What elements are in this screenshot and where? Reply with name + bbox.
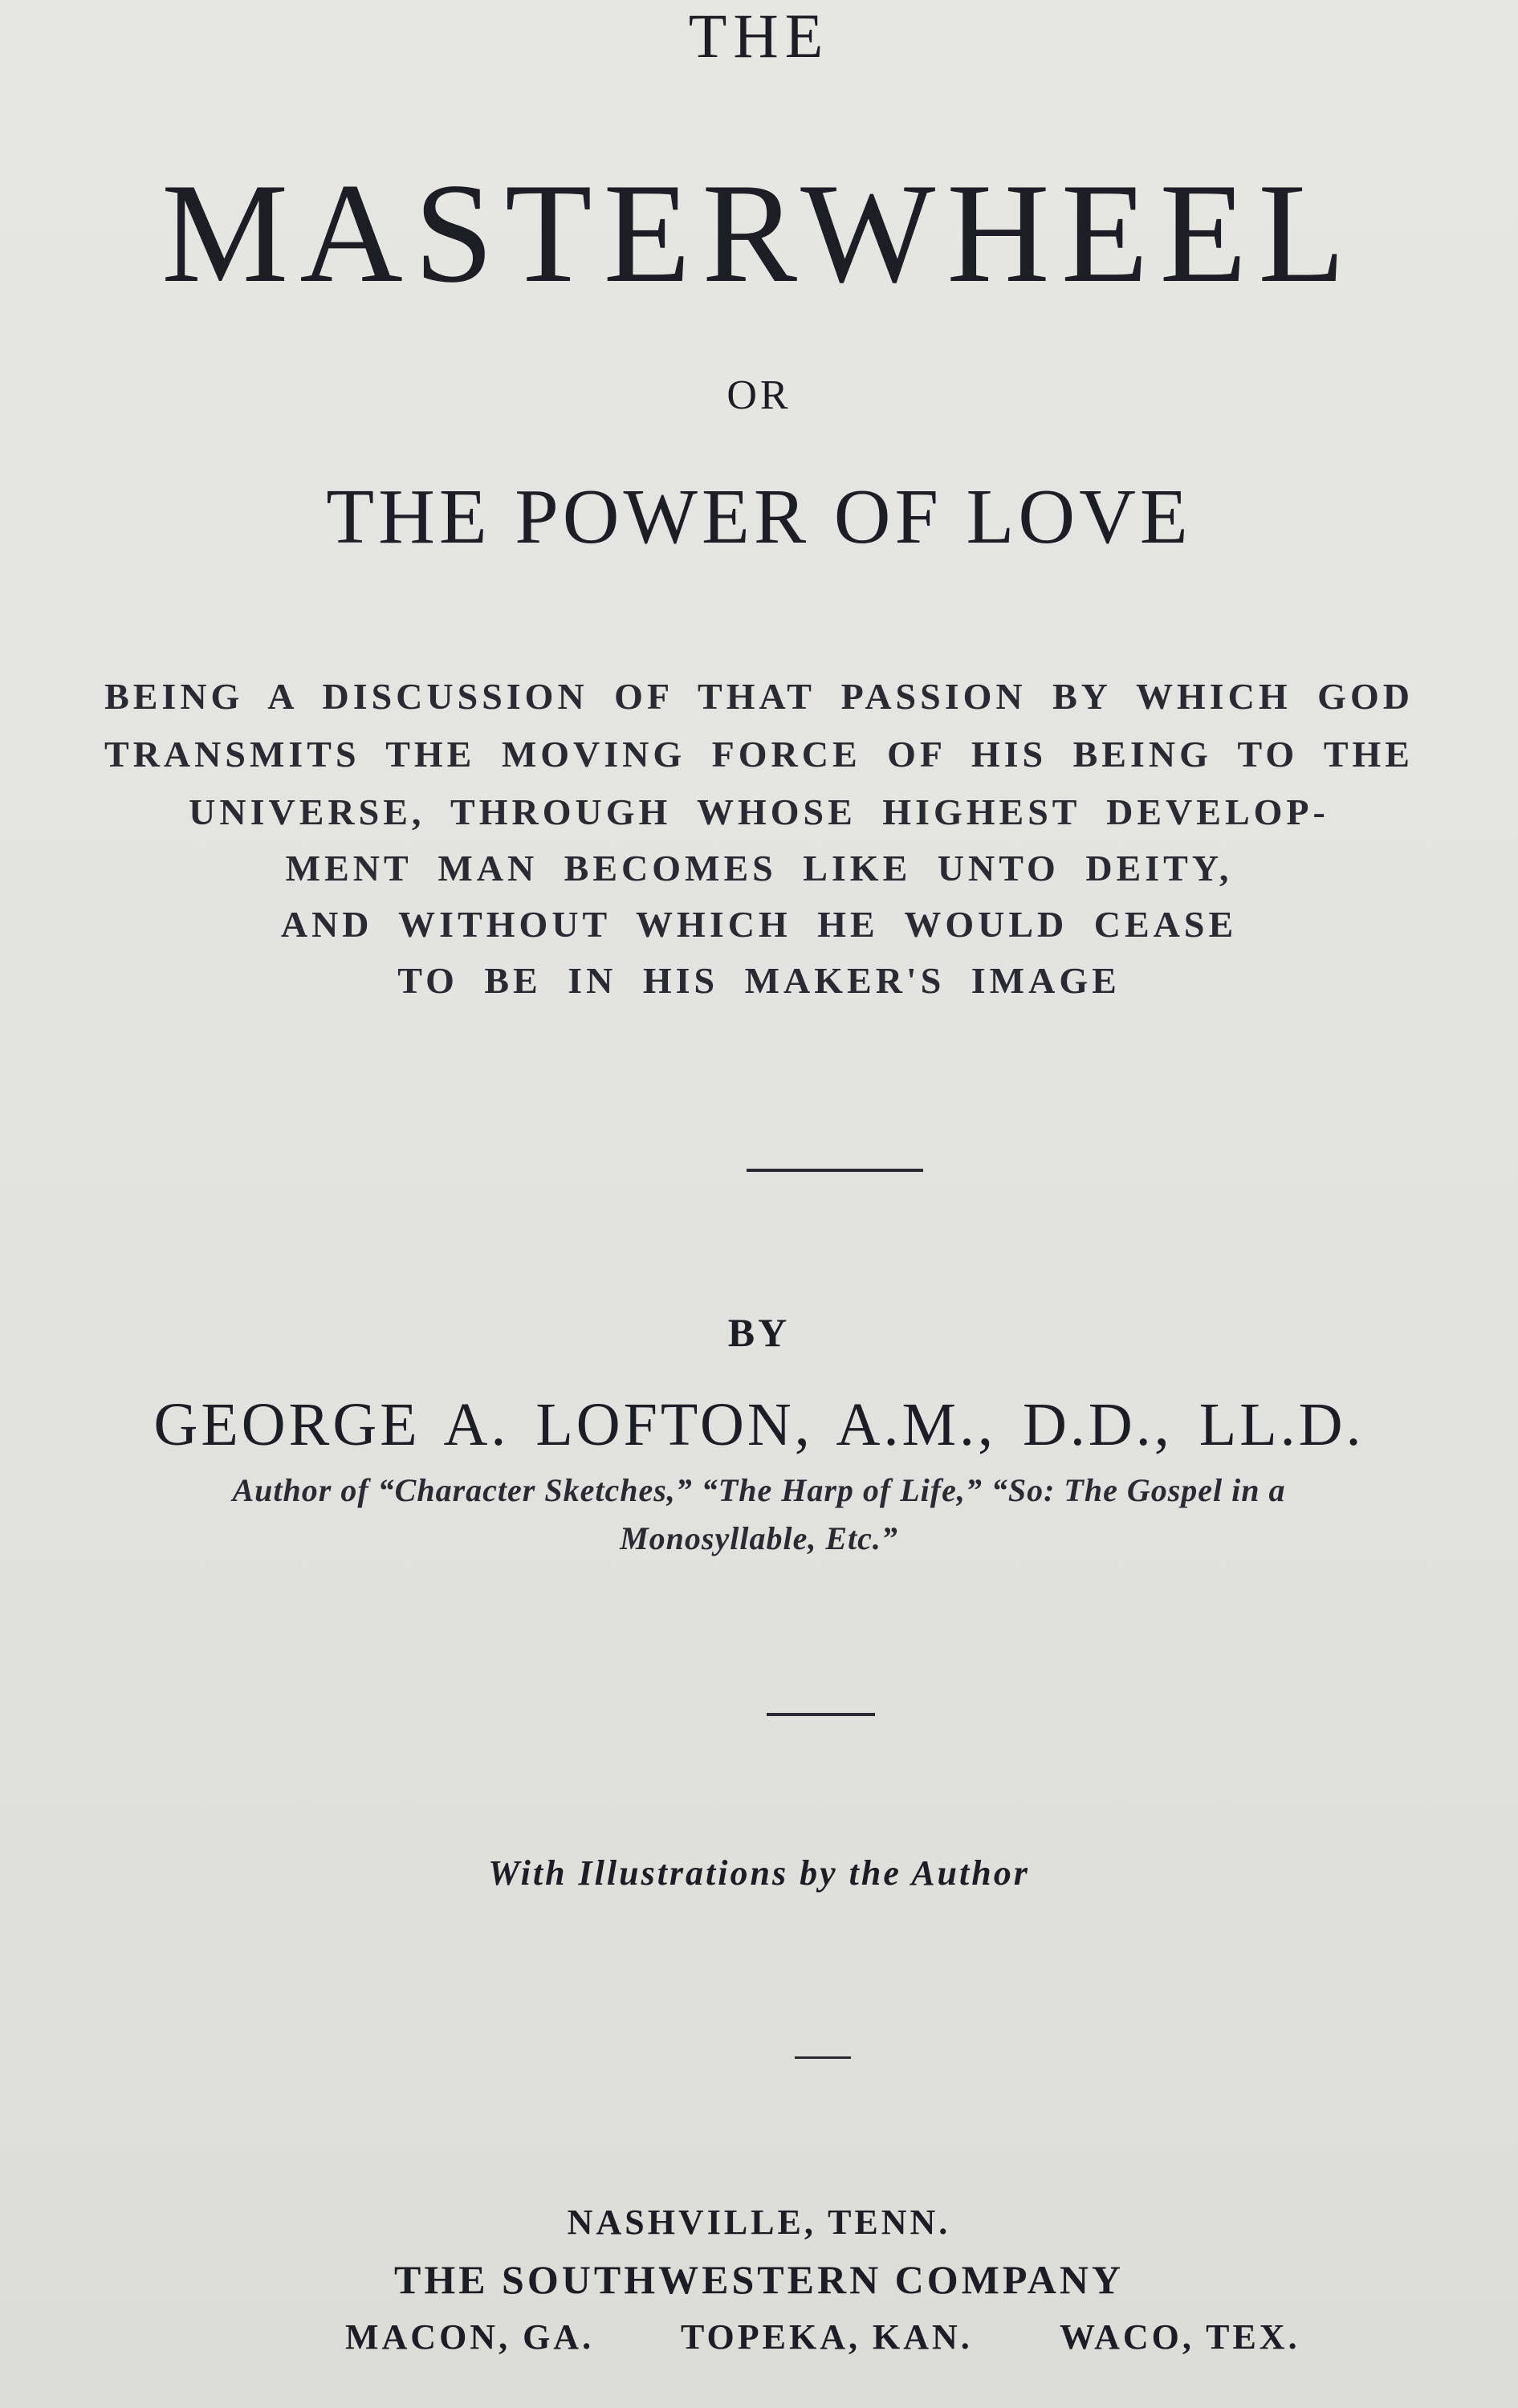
publisher-branches	[0, 2312, 1518, 2363]
description-line: AND WITHOUT WHICH HE WOULD CEASE	[280, 904, 1238, 945]
description-line: BEING A DISCUSSION OF THAT PASSION BY WHICH GOD	[104, 676, 1414, 717]
branch-city: MACON, GA.	[345, 2317, 595, 2357]
branch-city: TOPEKA, KAN.	[681, 2317, 973, 2357]
description-line: TRANSMITS THE MOVING FORCE OF HIS BEING TO THE	[104, 734, 1414, 775]
divider-rule	[795, 2056, 851, 2059]
publisher-city: NASHVILLE, TENN.	[567, 2203, 951, 2242]
description-line: MENT MAN BECOMES LIKE UNTO DEITY,	[285, 848, 1233, 889]
illustrations-note: With Illustrations by the Author	[488, 1853, 1030, 1893]
divider-rule	[767, 1713, 875, 1716]
book-title: MASTERWHEEL	[161, 153, 1357, 312]
description-line: UNIVERSE, THROUGH WHOSE HIGHEST DEVELOP-	[189, 791, 1329, 832]
other-works-line: Monosyllable, Etc.”	[620, 1520, 898, 1556]
byline-label: BY	[727, 1310, 791, 1355]
other-works-line: Author of “Character Sketches,” “The Harp of Life,” “So: The Gospel in a	[232, 1472, 1286, 1508]
branch-city: WACO, TEX.	[1060, 2317, 1300, 2357]
description-line: TO BE IN HIS MAKER'S IMAGE	[397, 960, 1121, 1001]
author-name: GEORGE A. LOFTON, A.M., D.D., LL.D.	[153, 1391, 1365, 1458]
book-subtitle: THE POWER OF LOVE	[326, 474, 1192, 560]
title-article: THE	[688, 1, 830, 71]
title-conjunction: OR	[726, 372, 792, 418]
publisher-name: THE SOUTHWESTERN COMPANY	[393, 2257, 1125, 2302]
divider-rule	[747, 1169, 923, 1172]
